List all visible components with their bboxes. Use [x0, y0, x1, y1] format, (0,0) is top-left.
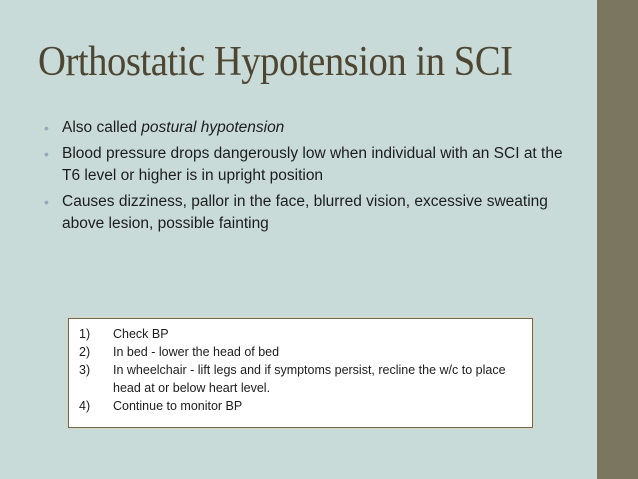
steps-box — [68, 318, 533, 428]
bullet-item — [44, 191, 584, 235]
step-text: In bed - lower the head of bed — [113, 345, 280, 359]
bullet-item — [44, 143, 584, 187]
bullet-dot-icon: • — [44, 146, 49, 162]
bullet-text: Also called — [62, 119, 142, 136]
bullet-dot-icon: • — [44, 194, 49, 210]
step-text: Check BP — [113, 327, 169, 341]
bullet-emphasis: postural hypotension — [141, 119, 285, 136]
decorative-sidebar — [597, 0, 638, 479]
step-item — [79, 361, 524, 397]
bullet-text: Causes dizziness, pallor in the face, blurred vision, excessive sweating above lesion, possible fainting — [62, 193, 548, 232]
step-number: 3) — [79, 363, 91, 377]
bullet-item — [44, 117, 584, 139]
bullet-dot-icon: • — [44, 120, 49, 136]
step-item — [79, 325, 524, 343]
step-item — [79, 397, 524, 415]
bullet-list — [44, 117, 584, 239]
steps-list — [79, 325, 524, 415]
step-number: 2) — [79, 345, 91, 359]
slide-title: Orthostatic Hypotension in SCI — [38, 39, 513, 85]
step-number: 1) — [79, 327, 91, 341]
step-text: Continue to monitor BP — [113, 399, 243, 413]
step-item — [79, 343, 524, 361]
step-number: 4) — [79, 399, 91, 413]
bullet-text: Blood pressure drops dangerously low when individual with an SCI at the T6 level or higher is in upright position — [62, 145, 563, 184]
step-text: In wheelchair - lift legs and if symptoms persist, recline the w/c to place head at or below heart level. — [113, 363, 506, 395]
